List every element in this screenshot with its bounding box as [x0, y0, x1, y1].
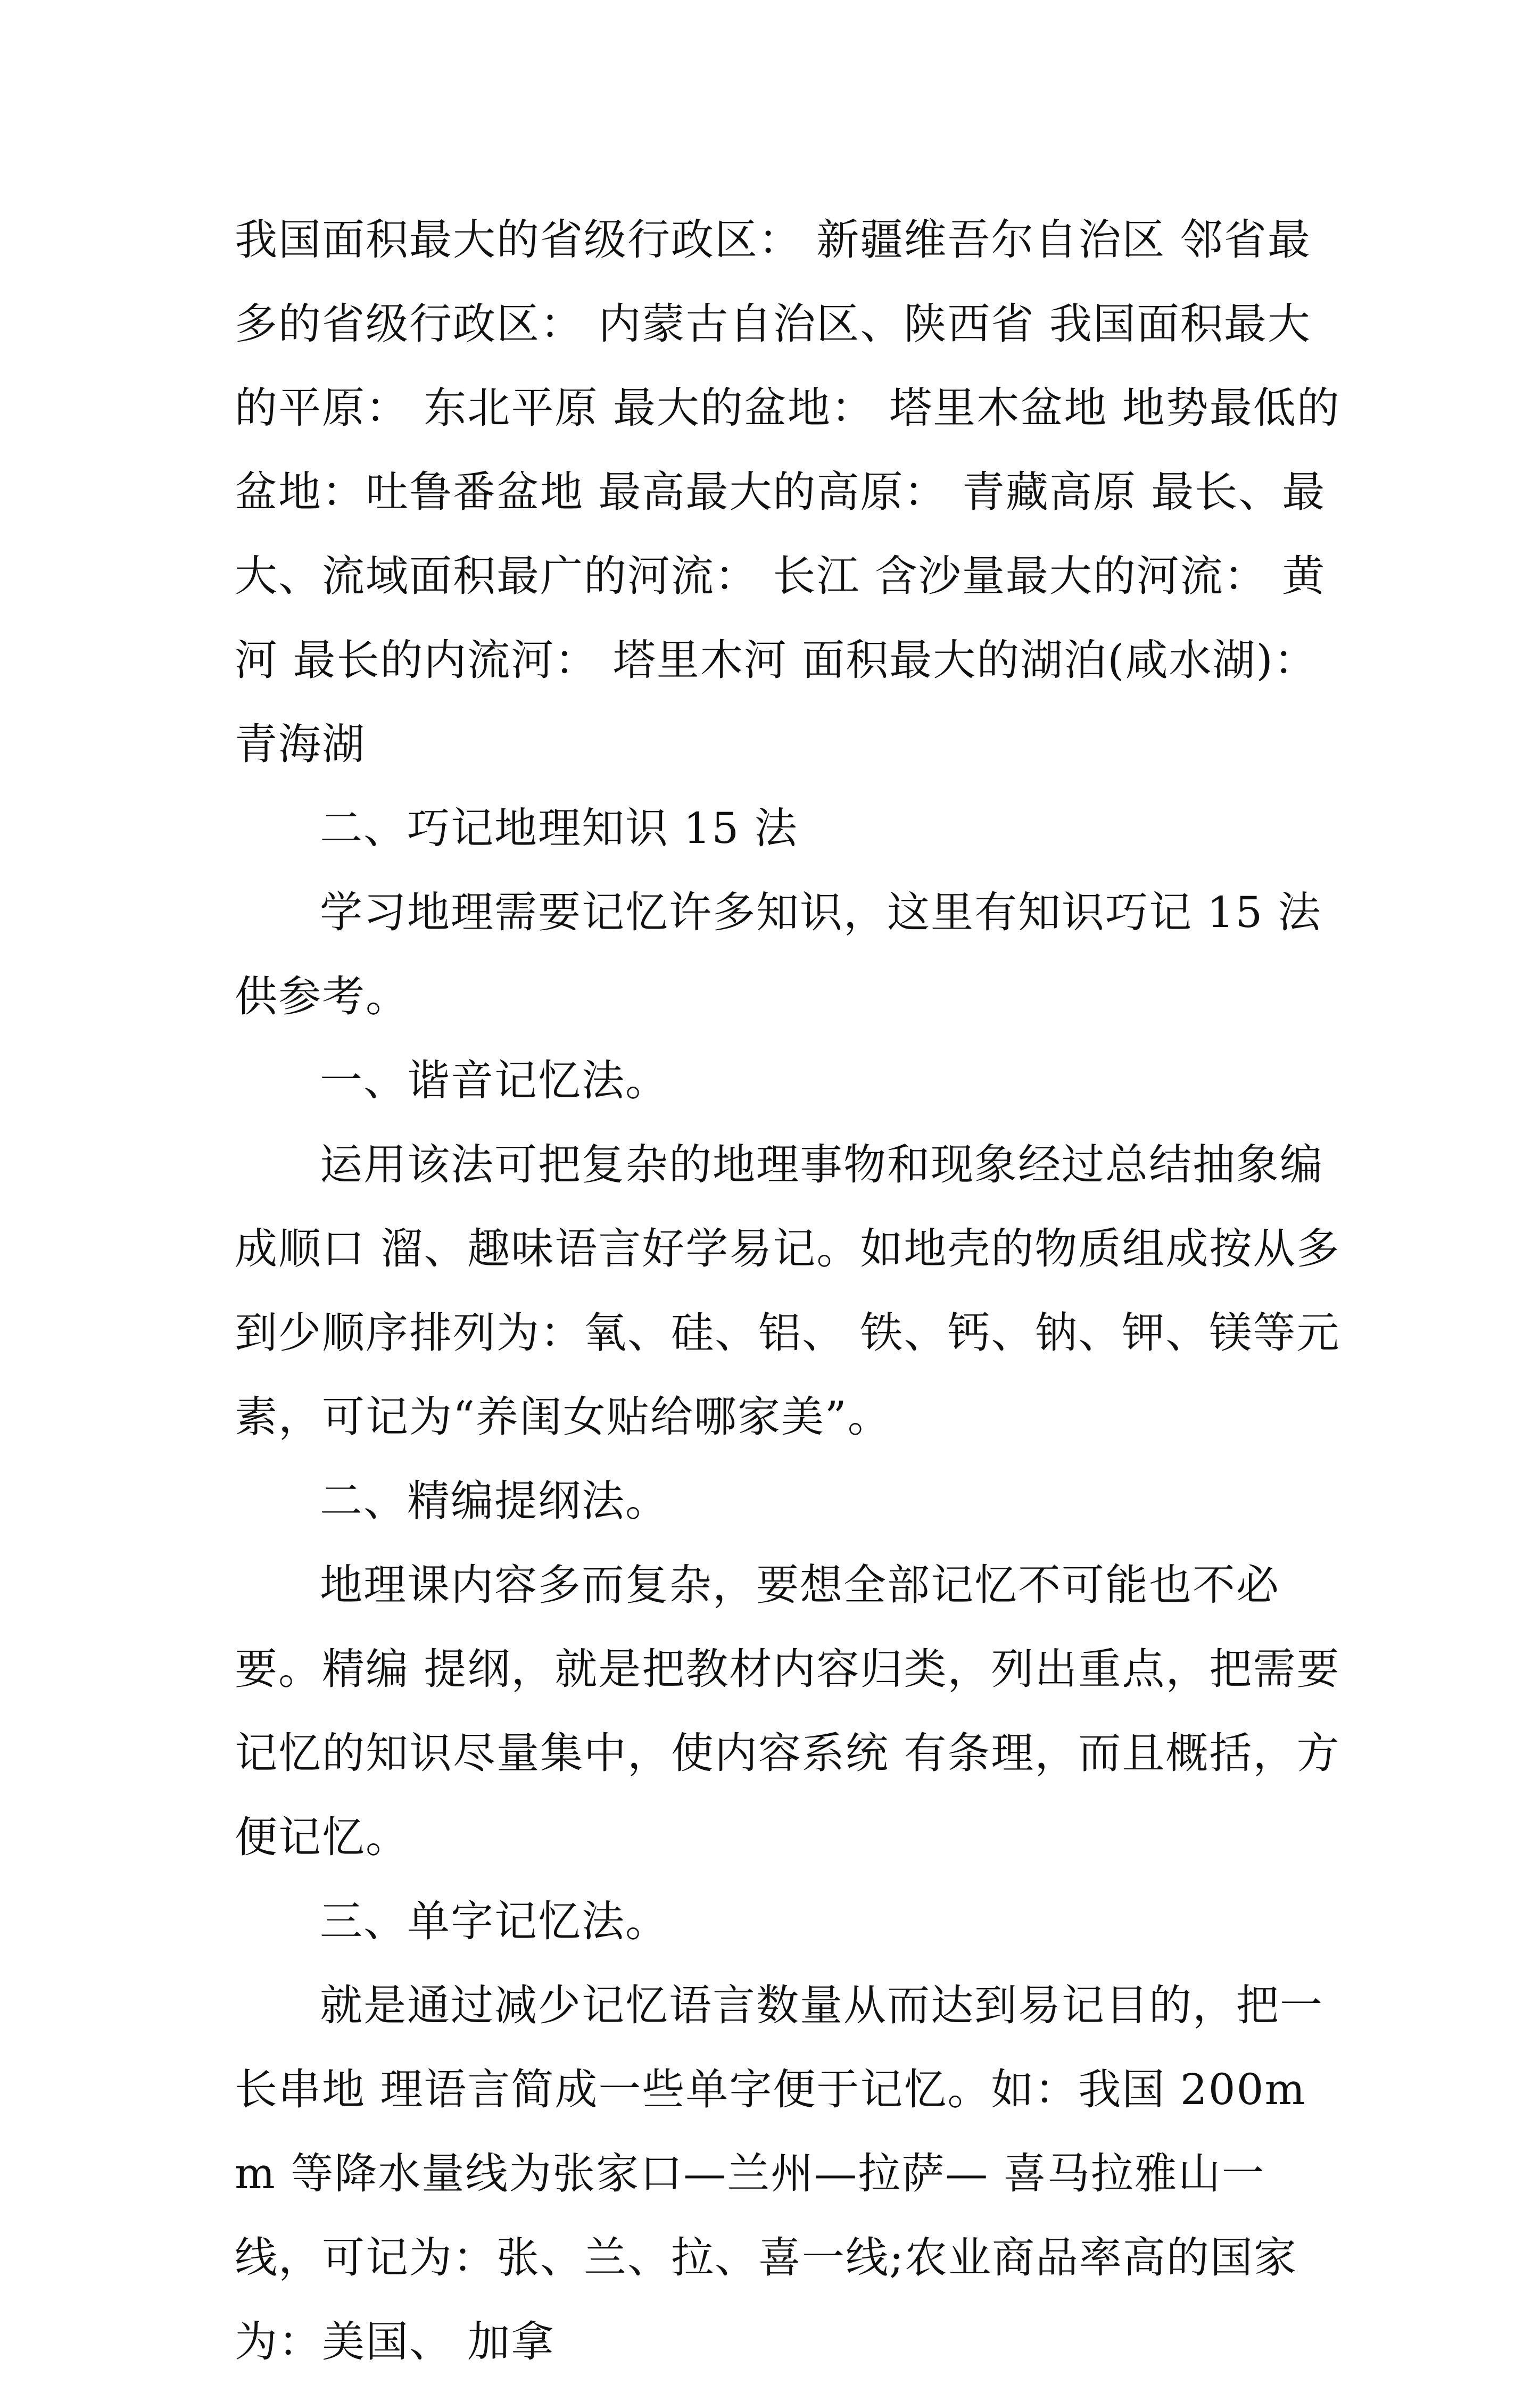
paragraph-single-character: 就是通过减少记忆语言数量从而达到易记目的，把一长串地 理语言简成一些单字便于记忆。如：我国 200mm 等降水量线为张家口—兰州—拉萨— 喜马拉雅山一线，可记为：张、兰、拉、喜一线;农业商品率高的国家为：美国、 加拿 — [235, 1981, 1323, 2366]
paragraph-outline: 地理课内容多而复杂，要想全部记忆不可能也不必要。精编 提纲，就是把教材内容归类，列出重点，把需要记忆的知识尽量集中，使内容系统 有条理，而且概括，方便记忆。 — [235, 1560, 1340, 1862]
paragraph-homophone: 运用该法可把复杂的地理事物和现象经过总结抽象编成顺口 溜、趣味语言好学易记。如地壳的物质组成按从多到少顺序排列为：氧、硅、铝、 铁、钙、钠、钾、镁等元素，可记为“养闺女贴给哪家美”。 — [235, 1140, 1340, 1442]
method-heading-homophone: 一、谐音记忆法。 — [320, 1056, 669, 1105]
method-heading-single-character: 三、单字记忆法。 — [320, 1897, 669, 1946]
document-body — [235, 198, 1342, 2384]
method-heading-outline: 二、精编提纲法。 — [320, 1476, 669, 1526]
paragraph-geography-records: 我国面积最大的省级行政区： 新疆维吾尔自治区 邻省最多的省级行政区： 内蒙古自治区、陕西省 我国面积最大的平原： 东北平原 最大的盆地： 塔里木盆地 地势最低的盆地：吐鲁番盆地 最高最大的高原： 青藏高原 最长、最大、流域面积最广的河流： 长江 含沙量最大的河流： 黄河 最长的内流河： 塔里木河 面积最大的湖泊(咸水湖)： 青海湖 — [235, 215, 1340, 769]
paragraph-intro: 学习地理需要记忆许多知识，这里有知识巧记 15 法供参考。 — [235, 888, 1322, 1021]
section-heading-fifteen-methods: 二、巧记地理知识 15 法 — [320, 804, 798, 853]
